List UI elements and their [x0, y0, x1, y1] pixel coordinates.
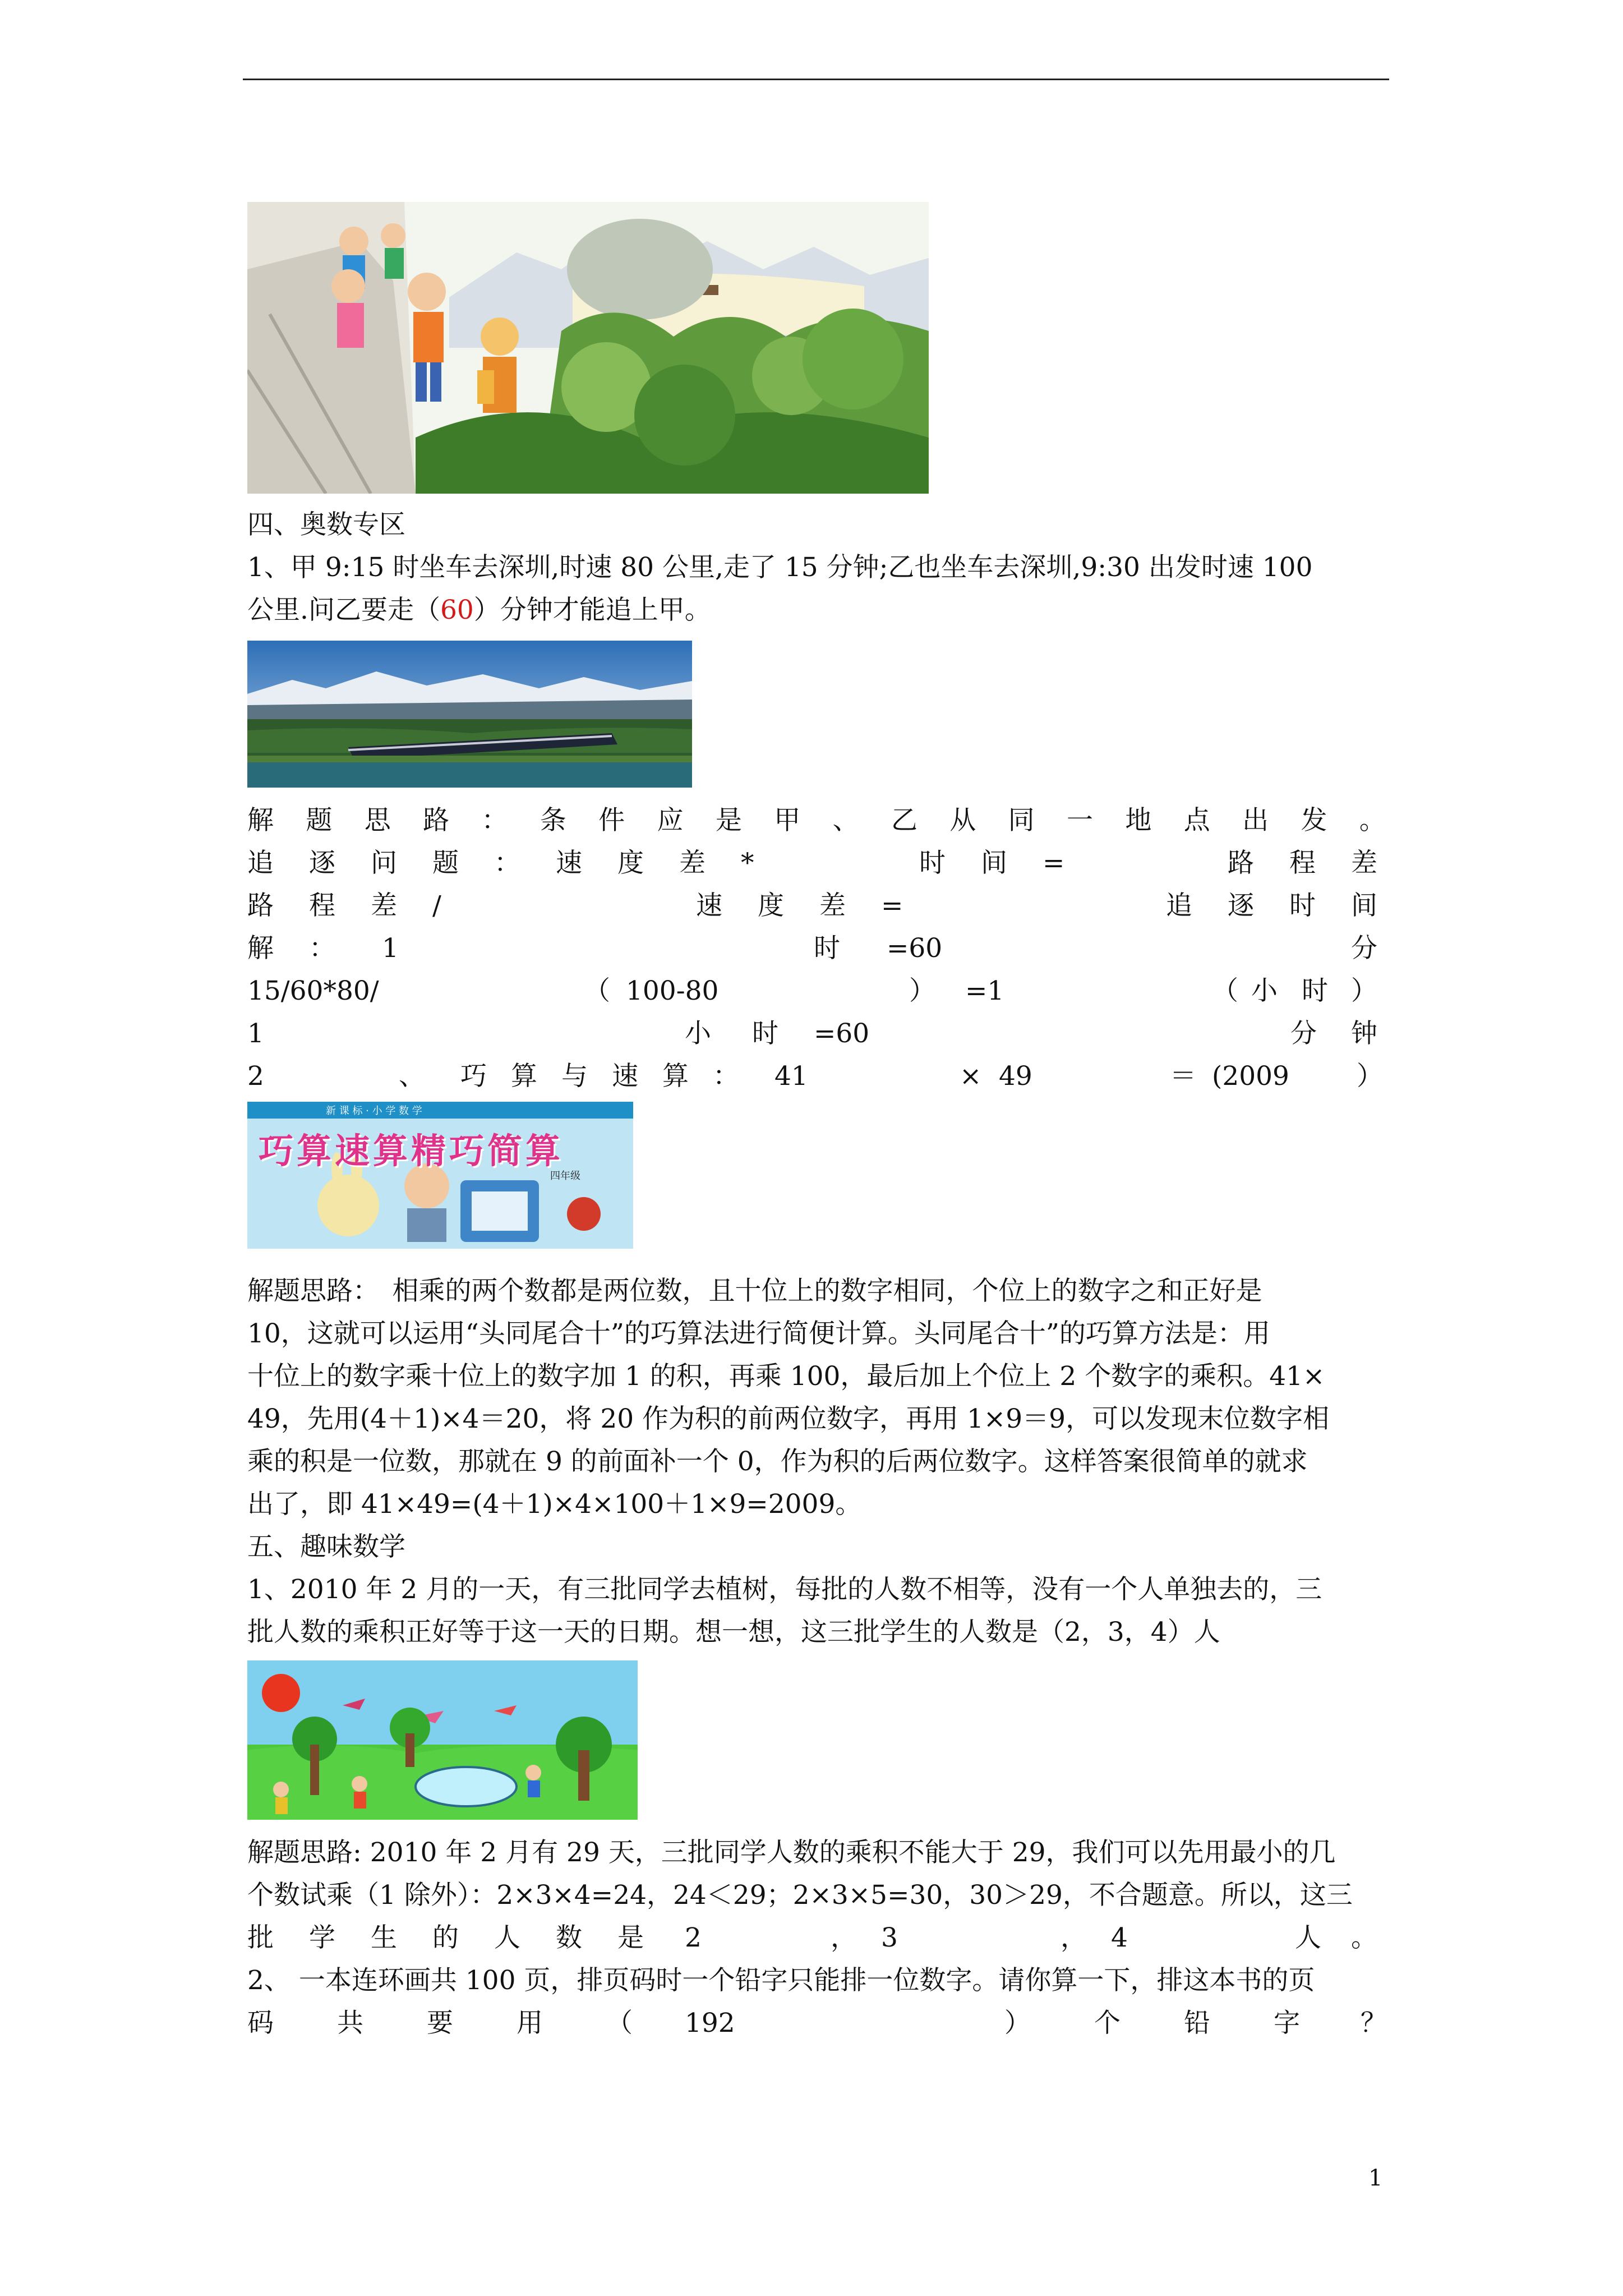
tree-planting-illustration: [247, 1660, 638, 1820]
book-title: 巧算速算精巧简算: [259, 1130, 564, 1171]
book-cover-image: [247, 1102, 633, 1249]
section5-q2-line1: 2、 一本连环画共 100 页，排页码时一个铅字只能排一位数字。请你算一下，排这本书的页: [247, 1965, 1315, 1996]
solution1-row1: 解 题 思 路 ： 条 件 应 是 甲 、 乙 从 同 一 地 点 出 发 。: [247, 805, 1386, 836]
section5-heading: 五、趣味数学: [247, 1531, 405, 1562]
section5-q1-line2: 批人数的乘积正好等于这一天的日期。想一想，这三批学生的人数是（2，3，4）人: [247, 1617, 1220, 1648]
solution1-row4: 解 ： 1 时 =60 分: [247, 933, 1377, 964]
section4-q1-line1: 1、甲 9:15 时坐车去深圳,时速 80 公里,走了 15 分钟;乙也坐车去深圳,9:30 出发时速 100: [247, 552, 1313, 583]
solution2-line3: 十位上的数字乘十位上的数字加 1 的积，再乘 100，最后加上个位上 2 个数字的乘积。41×: [247, 1361, 1325, 1392]
solution1-row2: 追 逐 问 题 ： 速 度 差 * 时 间 = 路 程 差: [247, 848, 1377, 878]
solution1-row3: 路 程 差 / 速 度 差 = 追 逐 时 间: [247, 890, 1377, 921]
solution2-line5: 乘的积是一位数，那就在 9 的前面补一个 0，作为积的后两位数字。这样答案很简单的就求: [247, 1446, 1308, 1477]
solution2-line4: 49，先用(4＋1)×4＝20，将 20 作为积的前两位数字，再用 1×9＝9，可以发现末位数字相: [247, 1404, 1330, 1434]
solution2-line2: 10，这就可以运用“头同尾合十”的巧算法进行简便计算。头同尾合十”的巧算方法是：用: [247, 1318, 1270, 1349]
solution2-line6: 出了，即 41×49=(4＋1)×4×100＋1×9=2009。: [247, 1489, 862, 1520]
book-top-text: 新 课 标 · 小 学 数 学: [326, 1105, 422, 1117]
section5-solution-line2: 个数试乘（1 除外）：2×3×4=24，24＜29；2×3×5=30，30＞29，不合题意。所以，这三: [247, 1880, 1353, 1911]
solution1-row7: 2 、 巧 算 与 速 算 ： 41 × 49 ＝ (2009 ）: [247, 1061, 1383, 1092]
section5-q2-row2: 码 共 要 用 （ 192 ） 个 铅 字 ？: [247, 2008, 1387, 2039]
section5-solution-row3: 批 学 生 的 人 数 是 2 ， 3 ， 4 人 。: [247, 1922, 1377, 1953]
section4-q1-line2: 公里.问乙要走（60）分钟才能追上甲。: [247, 595, 711, 625]
header-rule: [243, 79, 1389, 80]
section5-q1-line1: 1、2010 年 2 月的一天，有三批同学去植树，每批的人数不相等，没有一个人单独去的，三: [247, 1574, 1322, 1605]
hiking-illustration: [247, 202, 929, 494]
book-grade: 四年级: [550, 1170, 580, 1182]
q1-answer: 60: [440, 595, 474, 625]
solution1-row6: 1 小 时 =60 分 钟: [247, 1018, 1377, 1049]
section5-solution-line1: 解题思路: 2010 年 2 月有 29 天，三批同学人数的乘积不能大于 29，我们可以先用最小的几: [247, 1837, 1336, 1868]
solution2-line1: 解题思路： 相乘的两个数都是两位数，且十位上的数字相同，个位上的数字之和正好是: [247, 1276, 1262, 1306]
section4-heading: 四、奥数专区: [247, 509, 405, 540]
solution1-row5: 15/60*80/ （ 100-80 ） =1 （ 小 时 ）: [247, 976, 1377, 1006]
train-photo: [247, 641, 692, 788]
page-number: 1: [1368, 2165, 1383, 2191]
